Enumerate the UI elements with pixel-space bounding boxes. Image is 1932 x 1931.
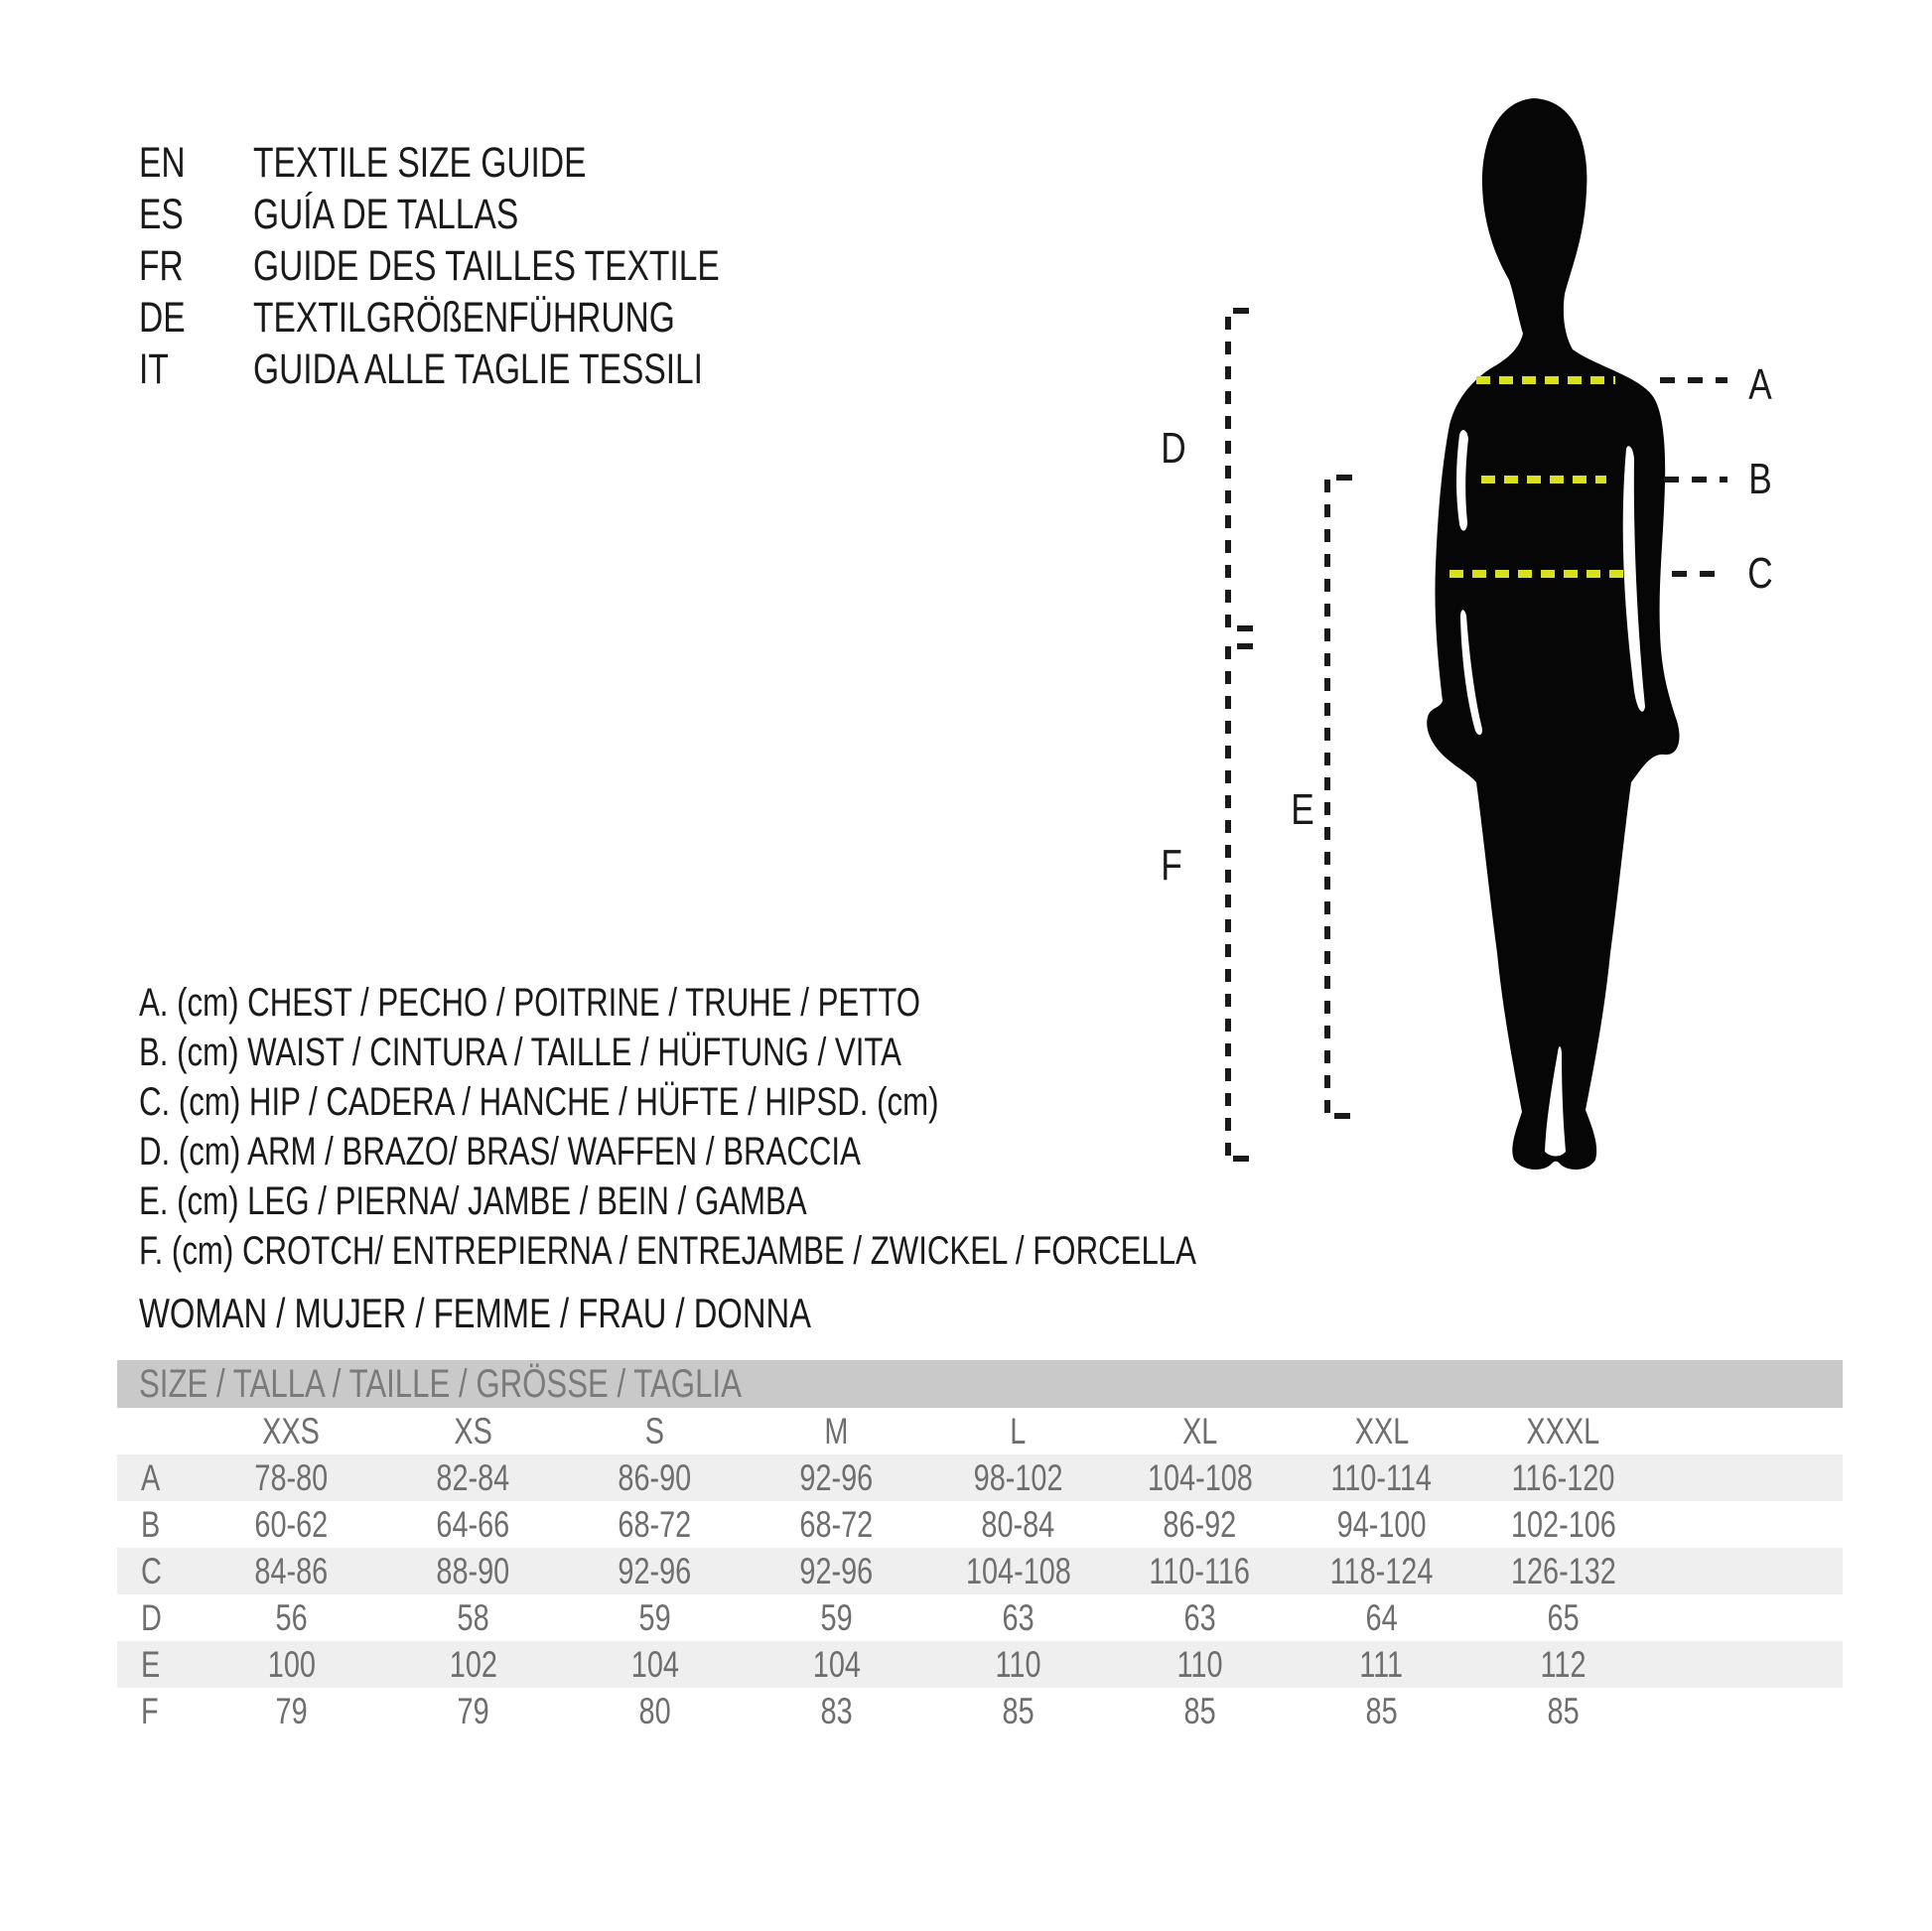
table-cell: 92-96 <box>799 1456 874 1498</box>
table-cell: 110 <box>995 1643 1041 1685</box>
table-row-d <box>117 1594 1843 1641</box>
measurement-line-d: D. (cm) ARM / BRAZO/ BRAS/ WAFFEN / BRACCIA <box>139 1130 861 1173</box>
guide-title: TEXTILGRÖßENFÜHRUNG <box>253 294 675 342</box>
size-label: XXS <box>262 1410 321 1451</box>
table-cell: 64 <box>1365 1596 1398 1638</box>
table-cell: 112 <box>1540 1643 1587 1685</box>
table-cell: 58 <box>457 1596 489 1638</box>
table-row-b <box>117 1501 1843 1548</box>
measurement-line-a: A. (cm) CHEST / PECHO / POITRINE / TRUHE / PETTO <box>139 981 921 1025</box>
size-label: S <box>644 1410 665 1451</box>
table-cell: 118-124 <box>1329 1550 1434 1591</box>
label-chest: A <box>1748 360 1772 409</box>
row-letter: B <box>141 1503 161 1545</box>
table-cell: 104 <box>812 1643 861 1685</box>
table-cell: 111 <box>1359 1643 1404 1685</box>
language-code: FR <box>139 242 184 290</box>
label-waist: B <box>1748 455 1772 503</box>
table-cell: 85 <box>1183 1690 1216 1731</box>
table-cell: 68-72 <box>618 1503 692 1545</box>
table-row-c <box>117 1548 1843 1594</box>
table-cell: 64-66 <box>436 1503 510 1545</box>
language-code: ES <box>139 191 184 238</box>
size-label: M <box>824 1410 849 1451</box>
row-letter: C <box>141 1550 162 1591</box>
table-cell: 80 <box>638 1690 671 1731</box>
language-code: DE <box>139 294 186 342</box>
table-cell: 63 <box>1183 1596 1216 1638</box>
table-cell: 104-108 <box>965 1550 1071 1591</box>
guide-title: GUIDE DES TAILLES TEXTILE <box>253 242 720 290</box>
table-cell: 85 <box>1002 1690 1035 1731</box>
label-hip: C <box>1747 549 1773 598</box>
table-cell: 85 <box>1365 1690 1398 1731</box>
table-cell: 79 <box>275 1690 308 1731</box>
table-cell: 100 <box>267 1643 316 1685</box>
size-label: XS <box>454 1410 492 1451</box>
table-cell: 110-116 <box>1149 1550 1251 1591</box>
measurement-diagram <box>1142 79 1837 1261</box>
gender-heading: WOMAN / MUJER / FEMME / FRAU / DONNA <box>139 1290 812 1336</box>
size-label: XXL <box>1354 1410 1409 1451</box>
measurement-line-e: E. (cm) LEG / PIERNA/ JAMBE / BEIN / GAMBA <box>139 1179 807 1223</box>
table-cell: 126-132 <box>1510 1550 1616 1591</box>
size-label: L <box>1010 1410 1027 1451</box>
table-row-f <box>117 1688 1843 1734</box>
table-cell: 110 <box>1176 1643 1223 1685</box>
measurement-line-f: F. (cm) CROTCH/ ENTREPIERNA / ENTREJAMBE / ZWICKEL / FORCELLA <box>139 1229 1196 1273</box>
table-cell: 102-106 <box>1510 1503 1616 1545</box>
table-row-e <box>117 1641 1843 1688</box>
table-cell: 63 <box>1002 1596 1035 1638</box>
table-cell: 88-90 <box>436 1550 510 1591</box>
size-label: XXXL <box>1526 1410 1600 1451</box>
label-crotch: F <box>1161 841 1182 890</box>
row-letter: E <box>141 1643 161 1685</box>
table-cell: 83 <box>820 1690 853 1731</box>
table-cell: 59 <box>638 1596 671 1638</box>
size-label: XL <box>1181 1410 1218 1451</box>
table-cell: 86-92 <box>1163 1503 1237 1545</box>
size-labels-row <box>117 1408 1843 1454</box>
table-cell: 68-72 <box>799 1503 874 1545</box>
table-cell: 60-62 <box>254 1503 329 1545</box>
label-leg: E <box>1291 785 1314 834</box>
table-cell: 80-84 <box>981 1503 1055 1545</box>
guide-title: GUIDA ALLE TAGLIE TESSILI <box>253 345 704 393</box>
row-letter: F <box>141 1690 159 1731</box>
measurement-line-c: C. (cm) HIP / CADERA / HANCHE / HÜFTE / HIPSD. (cm) <box>139 1080 939 1124</box>
table-cell: 79 <box>457 1690 489 1731</box>
table-cell: 104-108 <box>1147 1456 1253 1498</box>
table-cell: 110-114 <box>1330 1456 1433 1498</box>
label-arm: D <box>1161 424 1186 473</box>
table-cell: 84-86 <box>254 1550 329 1591</box>
table-cell: 65 <box>1547 1596 1580 1638</box>
row-letter: A <box>141 1456 161 1498</box>
row-letter: D <box>141 1596 162 1638</box>
table-cell: 86-90 <box>618 1456 692 1498</box>
table-cell: 85 <box>1547 1690 1580 1731</box>
table-cell: 94-100 <box>1336 1503 1427 1545</box>
table-cell: 116-120 <box>1511 1456 1615 1498</box>
table-cell: 56 <box>275 1596 308 1638</box>
table-cell: 98-102 <box>973 1456 1063 1498</box>
table-cell: 92-96 <box>799 1550 874 1591</box>
table-cell: 82-84 <box>436 1456 510 1498</box>
table-cell: 102 <box>449 1643 497 1685</box>
guide-title: GUÍA DE TALLAS <box>253 191 519 238</box>
table-row-a <box>117 1454 1843 1501</box>
table-cell: 78-80 <box>254 1456 329 1498</box>
size-table-header-bar: SIZE / TALLA / TAILLE / GRÖSSE / TAGLIA <box>117 1360 1843 1408</box>
measurement-line-b: B. (cm) WAIST / CINTURA / TAILLE / HÜFTUNG / VITA <box>139 1031 901 1074</box>
table-cell: 59 <box>820 1596 853 1638</box>
table-cell: 92-96 <box>618 1550 692 1591</box>
table-cell: 104 <box>630 1643 679 1685</box>
size-table <box>117 1360 1843 1734</box>
guide-title: TEXTILE SIZE GUIDE <box>253 139 587 187</box>
language-code: EN <box>139 139 186 187</box>
language-code: IT <box>139 345 169 393</box>
